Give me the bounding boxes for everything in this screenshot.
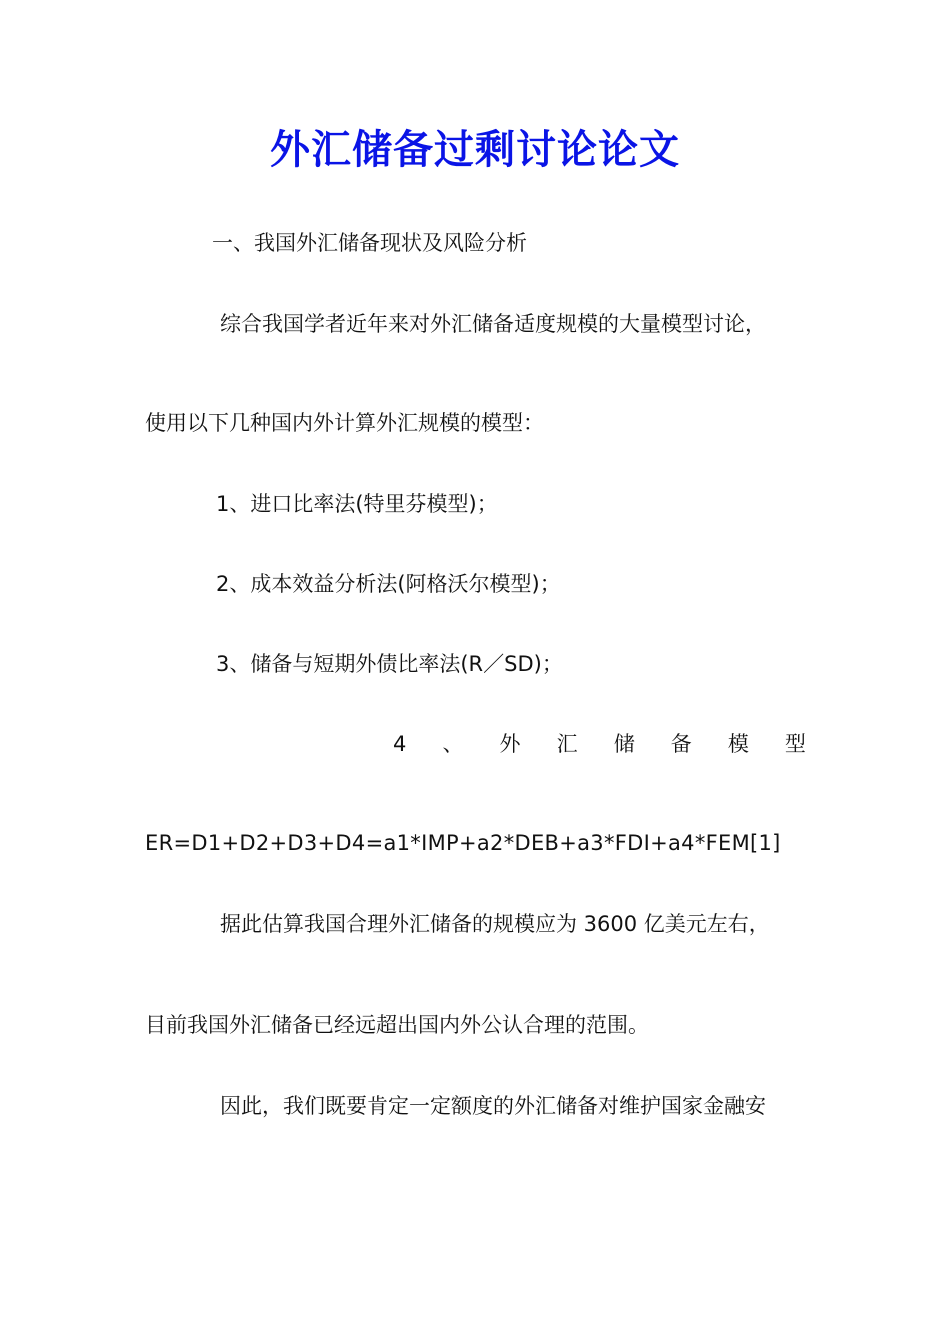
paragraph-2-line-1: 据此估算我国合理外汇储备的规模应为 3600 亿美元左右，	[220, 912, 770, 936]
document-title: 外汇储备过剩讨论论文	[270, 126, 680, 173]
paragraph-1-line-1: 综合我国学者近年来对外汇储备适度规模的大量模型讨论，	[220, 312, 766, 336]
list-item-2: 2、成本效益分析法(阿格沃尔模型)；	[216, 572, 561, 596]
list-item-4-char: 储	[613, 732, 635, 756]
list-item-3: 3、储备与短期外债比率法(R／SD)；	[216, 652, 563, 676]
list-item-4-char: 、	[442, 732, 464, 756]
list-item-4-char: 模	[727, 732, 749, 756]
list-item-4-char: 型	[784, 732, 806, 756]
list-item-4-char: 备	[670, 732, 692, 756]
section-heading: 一、我国外汇储备现状及风险分析	[212, 231, 527, 255]
paragraph-2-line-2: 目前我国外汇储备已经远超出国内外公认合理的范围。	[145, 1013, 649, 1037]
list-item-4-char: 外	[499, 732, 521, 756]
list-item-4	[393, 729, 806, 759]
list-item-4-char: 汇	[556, 732, 578, 756]
paragraph-1-line-2: 使用以下几种国内外计算外汇规模的模型：	[145, 411, 544, 435]
paragraph-3-line-1: 因此，我们既要肯定一定额度的外汇储备对维护国家金融安	[220, 1094, 766, 1118]
list-item-1: 1、进口比率法(特里芬模型)；	[216, 492, 498, 516]
list-item-4-char: 4	[393, 732, 407, 756]
formula-line: ER=D1+D2+D3+D4=a1*IMP+a2*DEB+a3*FDI+a4*FEM[1]	[145, 831, 781, 855]
